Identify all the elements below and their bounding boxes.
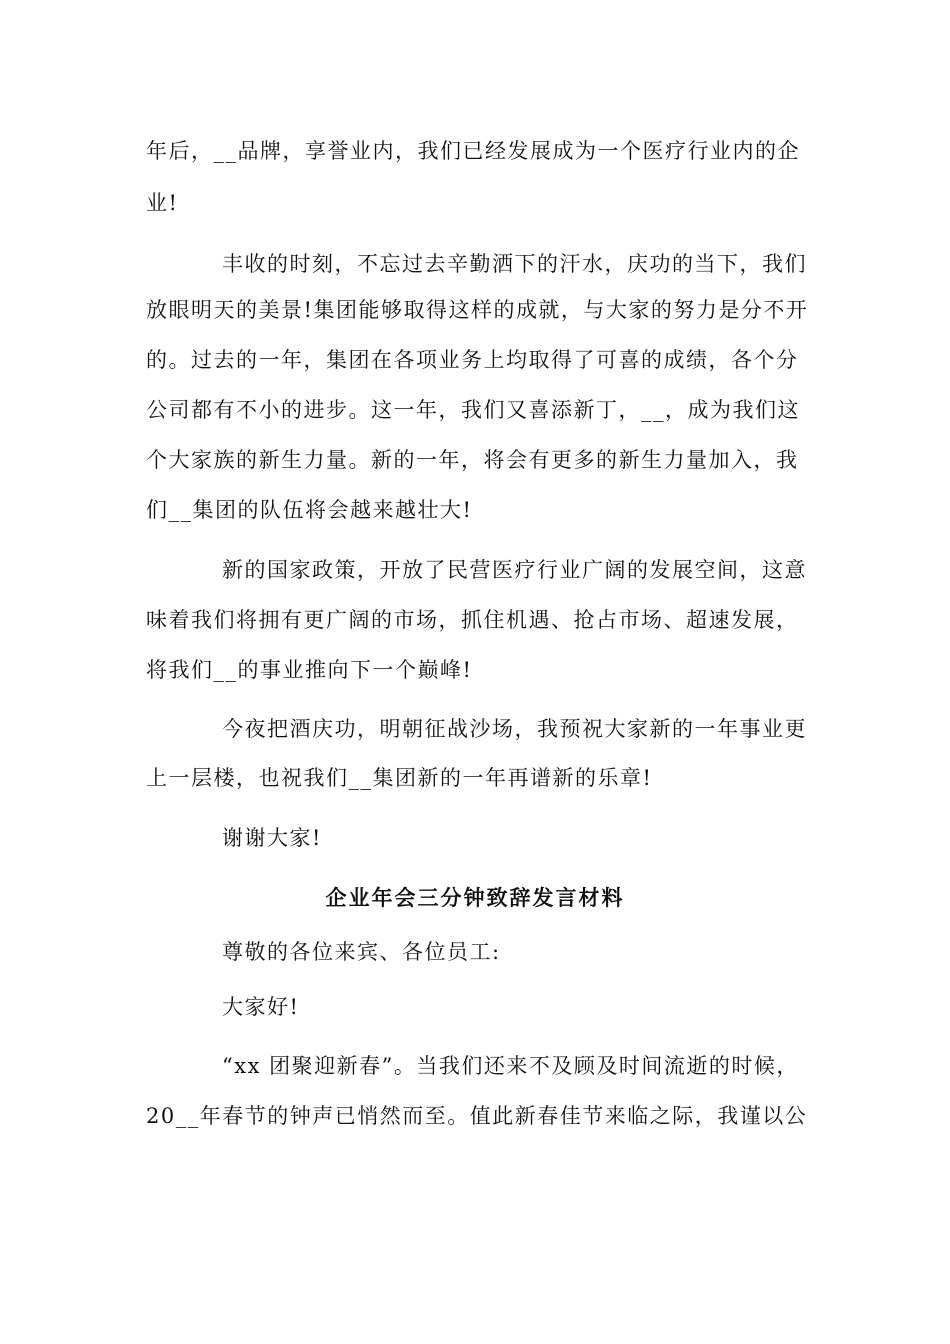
paragraph-3-line-2: 味着我们将拥有更广阔的市场，抓住机遇、抢占市场、超速发展， [146, 608, 799, 632]
paragraph-4-line-2: 上一层楼，也祝我们__集团新的一年再谱新的乐章! [146, 766, 653, 790]
paragraph-3-line-3: 将我们__的事业推向下一个巅峰! [146, 658, 473, 682]
section-title: 企业年会三分钟致辞发言材料 [325, 885, 625, 910]
paragraph-1-line-2: 业! [146, 191, 179, 215]
paragraph-5-line-1: 谢谢大家! [222, 826, 322, 850]
paragraph-3-line-1: 新的国家政策，开放了民营医疗行业广阔的发展空间，这意 [222, 558, 807, 582]
greeting: 大家好! [222, 995, 300, 1019]
salutation: 尊敬的各位来宾、各位员工: [222, 940, 501, 964]
paragraph-2-line-6: 们__集团的队伍将会越来越壮大! [146, 498, 473, 522]
paragraph-4-line-1: 今夜把酒庆功，明朝征战沙场，我预祝大家新的一年事业更 [222, 717, 807, 741]
paragraph-2-line-2: 放眼明天的美景!集团能够取得这样的成就，与大家的努力是分不开 [146, 298, 809, 322]
last-paragraph-line-1: “xx 团聚迎新春”。当我们还来不及顾及时间流逝的时候， [222, 1054, 799, 1078]
paragraph-2-line-1: 丰收的时刻，不忘过去辛勤洒下的汗水，庆功的当下，我们 [222, 252, 807, 276]
paragraph-1-line-1: 年后，__品牌，享誉业内，我们已经发展成为一个医疗行业内的企 [146, 139, 800, 163]
last-paragraph-line-2: 20__年春节的钟声已悄然而至。值此新春佳节来临之际，我谨以公 [146, 1104, 808, 1128]
paragraph-2-line-3: 的。过去的一年，集团在各项业务上均取得了可喜的成绩，各个分 [146, 348, 799, 372]
paragraph-2-line-4: 公司都有不小的进步。这一年，我们又喜添新丁，__，成为我们这 [146, 398, 800, 422]
paragraph-2-line-5: 个大家族的新生力量。新的一年，将会有更多的新生力量加入，我 [146, 448, 799, 472]
